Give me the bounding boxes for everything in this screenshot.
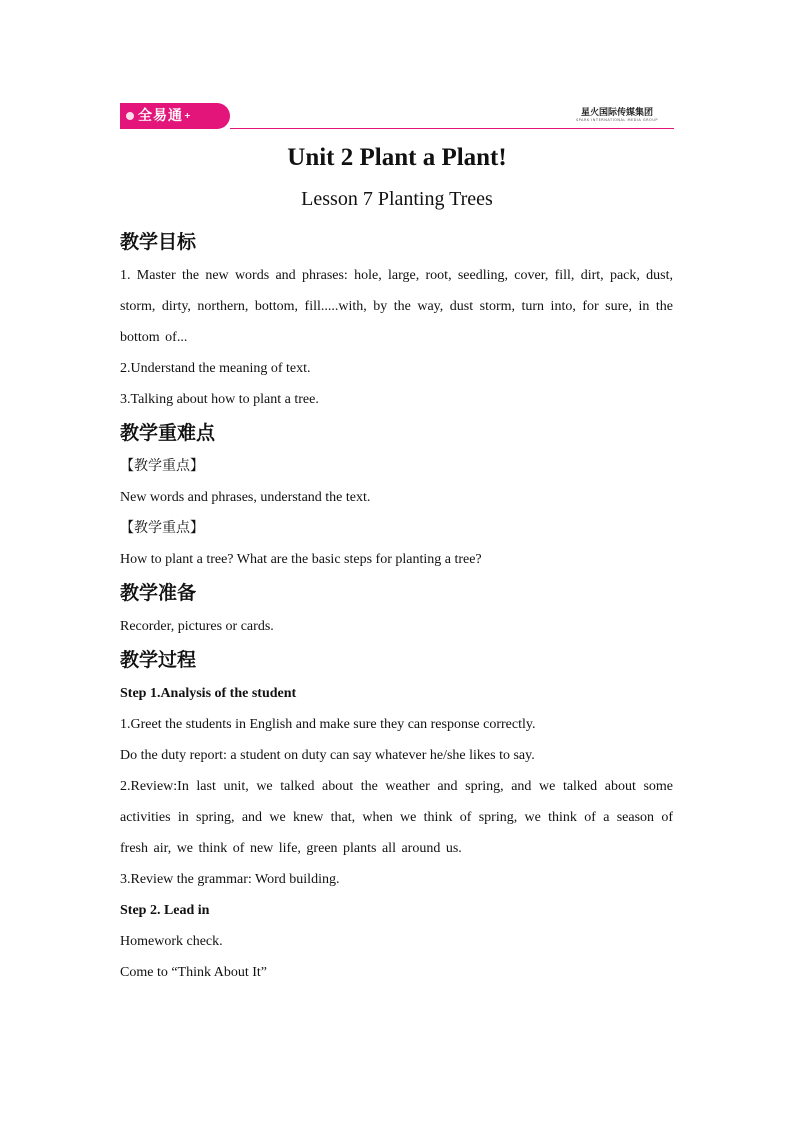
publisher-name-cn: 星火国际传媒集团 — [580, 108, 653, 118]
section-heading-key-points: 教学重难点 — [120, 422, 216, 444]
objective-item: 1. Master the new words and phrases: hole, large, root, seedling, cover, fill, dirt, pack, dust, storm, dirty, northern, bottom, fill.....with, by the way, dust storm, turn into, for sure, in the bottom of... — [120, 268, 673, 345]
section-heading-process: 教学过程 — [120, 649, 197, 671]
sparkle-icon: + — [184, 111, 192, 120]
step-line: 2.Review:In last unit, we talked about the weather and spring, and we talked about some activities in spring, and we knew that, when we think of spring, we think of a season of fresh air, we think of new life, green plants all around us. — [120, 779, 673, 856]
key-point-label: 【教学重点】 — [120, 459, 204, 474]
lesson-subtitle: Lesson 7 Planting Trees — [301, 188, 493, 210]
key-point-label: 【教学重点】 — [120, 521, 204, 536]
objective-item: 2.Understand the meaning of text. — [120, 361, 311, 376]
step-title: Step 2. Lead in — [120, 903, 210, 918]
key-point-text: How to plant a tree? What are the basic steps for planting a tree? — [120, 552, 482, 567]
section-heading-preparation: 教学准备 — [120, 582, 197, 604]
step-line: 3.Review the grammar: Word building. — [120, 872, 340, 887]
publisher-mark — [576, 108, 658, 123]
publisher-name-en: SPARK INTERNATIONAL MEDIA GROUP — [575, 118, 658, 122]
logo-dot-icon — [126, 112, 134, 120]
section-heading-objectives: 教学目标 — [120, 231, 197, 253]
step-line: 1.Greet the students in English and make sure they can response correctly. — [120, 717, 536, 732]
logo-text: 全易通 — [138, 108, 183, 124]
header-divider — [230, 128, 674, 129]
step-line: Do the duty report: a student on duty can say whatever he/she likes to say. — [120, 748, 535, 763]
brand-logo — [120, 103, 230, 129]
objective-item: 3.Talking about how to plant a tree. — [120, 392, 319, 407]
preparation-text: Recorder, pictures or cards. — [120, 619, 274, 634]
key-point-text: New words and phrases, understand the text. — [120, 490, 371, 505]
step-line: Come to “Think About It” — [120, 965, 267, 980]
page-header — [120, 103, 674, 130]
step-line: Homework check. — [120, 934, 223, 949]
document-title: Unit 2 Plant a Plant! — [287, 144, 507, 171]
step-title: Step 1.Analysis of the student — [120, 686, 297, 701]
document-body — [120, 224, 673, 988]
